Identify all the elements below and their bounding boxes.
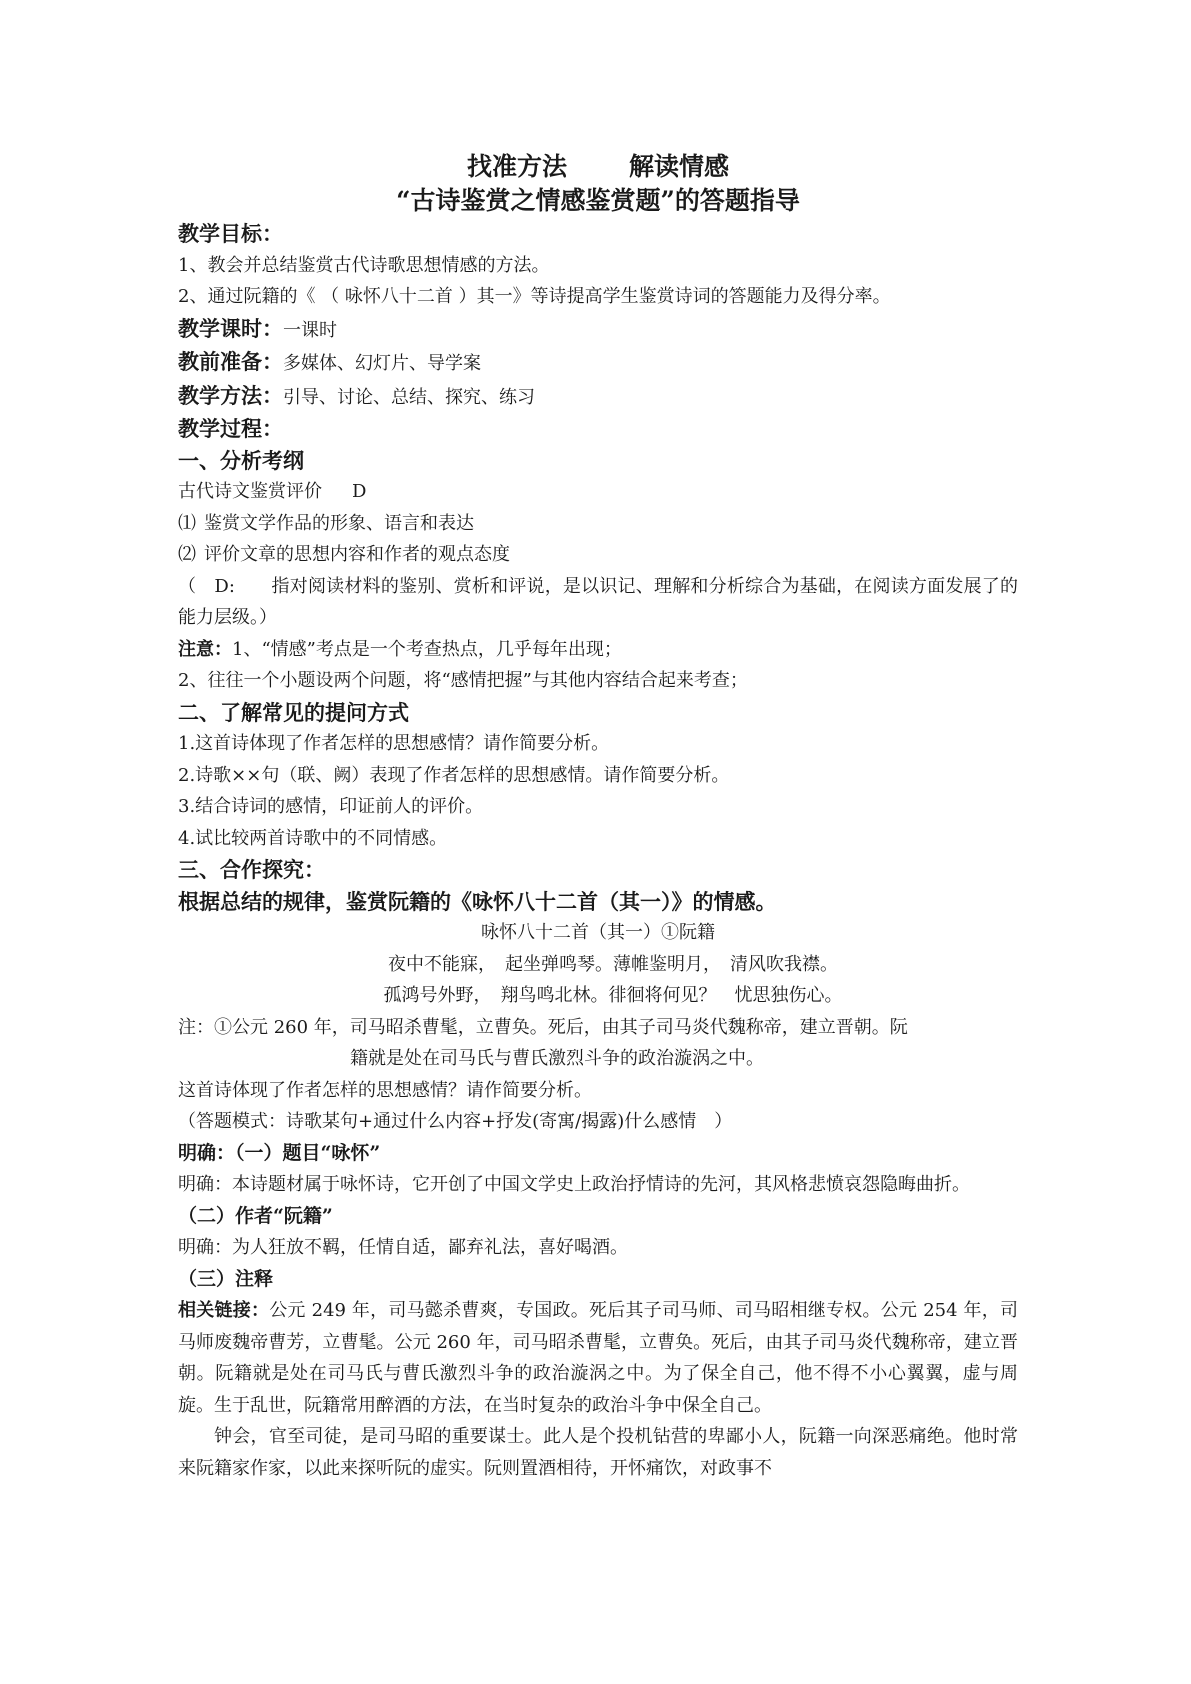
question-type-2: 2.诗歌××句（联、阙）表现了作者怎样的思想感情。请作简要分析。: [178, 764, 730, 786]
zhonghui-para: 钟会，官至司徒，是司马昭的重要谋士。此人是个投机钻营的卑鄙小人，阮籍一向深恶痛绝。他时常来阮籍家作家，以此来探听阮的虚实。阮则置酒相待，开怀痛饮，对政事不: [178, 1426, 1018, 1479]
attention-item-2: 2、往往一个小题设两个问题，将“感情把握”与其他内容结合起来考查；: [178, 670, 748, 691]
attention-row-1: [178, 634, 1018, 666]
hours-value: 一课时: [283, 319, 337, 341]
analysis-question: 这首诗体现了作者怎样的思想感情？请作简要分析。: [178, 1079, 592, 1101]
clarify-title-text: 明确：本诗题材属于咏怀诗，它开创了中国文学史上政治抒情诗的先河，其风格悲愤哀怨隐晦曲折。: [178, 1174, 970, 1195]
exam-scope-text: 古代诗文鉴赏评价: [178, 481, 322, 502]
hours-label: 教学课时：: [178, 315, 283, 341]
answer-model: （答题模式：诗歌某句+通过什么内容+抒发(寄寓/揭露)什么感情 ）: [178, 1111, 733, 1132]
clarify-heading: 明确：（一）题目“咏怀”: [178, 1141, 381, 1164]
title-part-b: 解读情感: [629, 152, 730, 181]
hours-row: [178, 313, 1018, 347]
method-label: 教学方法：: [178, 382, 283, 408]
prep-value: 多媒体、幻灯片、导学案: [283, 353, 481, 374]
poem-line-2: 孤鸿号外野， 翔鸟鸣北林。徘徊将何见？ 忧思独伤心。: [383, 985, 843, 1006]
poem-line-1: 夜中不能寐， 起坐弹鸣琴。薄帷鉴明月， 清风吹我襟。: [388, 953, 838, 975]
title-line-1: [178, 150, 1018, 184]
section2-heading: 二、了解常见的提问方式: [178, 699, 409, 725]
poem-note-line-2: 籍就是处在司马氏与曹氏激烈斗争的政治漩涡之中。: [350, 1048, 764, 1069]
clarify-author-text: 明确：为人狂放不羁，任情自适，鄙弃礼法，喜好喝酒。: [178, 1237, 628, 1258]
section1-heading: 一、分析考纲: [178, 447, 304, 473]
scope-item-1: [178, 508, 1018, 540]
prep-label: 教前准备：: [178, 349, 283, 374]
goal-item-2: 2、通过阮籍的《 （ 咏怀八十二首 ）其一》等诗提高学生鉴赏诗词的答题能力及得分率。: [178, 286, 891, 307]
related-link-para: [178, 1295, 1018, 1421]
goals-heading: 教学目标：: [178, 221, 283, 246]
question-type-3: 3.结合诗词的感情，印证前人的评价。: [178, 796, 484, 817]
related-link-label: 相关链接：: [178, 1300, 270, 1321]
section3-subheading: 根据总结的规律，鉴赏阮籍的《咏怀八十二首（其一）》的情感。: [178, 888, 777, 914]
attention-item-1: 1、“情感”考点是一个考查热点，几乎每年出现；: [232, 638, 622, 660]
author-heading: （二）作者“阮籍”: [178, 1204, 333, 1227]
method-row: [178, 380, 1018, 414]
question-type-4: 4.试比较两首诗歌中的不同情感。: [178, 827, 448, 849]
scope-item-1-text: 鉴赏文学作品的形象、语言和表达: [204, 512, 474, 534]
exam-scope-level: D: [352, 481, 367, 502]
title-part-a: 找准方法: [466, 152, 567, 181]
process-heading: 教学过程：: [178, 416, 283, 441]
goal-item-1: 1、教会并总结鉴赏古代诗歌思想情感的方法。: [178, 254, 550, 276]
scope-item-2-text: 评价文章的思想内容和作者的观点态度: [204, 544, 510, 565]
scope-item-2: [178, 539, 1018, 571]
poem-note-line-1: 注：①公元 260 年，司马昭杀曹髦，立曹奂。死后，由其子司马炎代魏称帝，建立晋朝。阮: [178, 1016, 908, 1038]
prep-row: [178, 346, 1018, 380]
scope-item-1-num: ⑴: [178, 512, 196, 534]
poem-title: 咏怀八十二首（其一）①阮籍: [481, 922, 715, 943]
scope-item-2-num: ⑵: [178, 544, 196, 565]
section3-heading: 三、合作探究：: [178, 857, 325, 882]
document-body: [178, 150, 1018, 1484]
related-link-text: 公元 249 年，司马懿杀曹爽，专国政。死后其子司马师、司马昭相继专权。公元 254 年，司马师废魏帝曹芳，立曹髦。公元 260 年，司马昭杀曹髦，立曹奂。死后，由其子司马炎代魏称帝，建立晋朝。阮籍就是处在司马氏与曹氏激烈斗争的政治漩涡之中。为了保全自己，他不得不小心翼翼，虚与周旋。生于乱世，阮籍常用醉酒的方法，在当时复杂的政治斗争中保全自己。: [178, 1300, 1018, 1416]
attention-label: 注意：: [178, 638, 232, 660]
notes-heading: （三）注释: [178, 1267, 274, 1290]
exam-scope-line: [178, 476, 1018, 508]
method-value: 引导、讨论、总结、探究、练习: [283, 386, 535, 408]
question-type-1: 1.这首诗体现了作者怎样的思想感情？请作简要分析。: [178, 733, 610, 754]
level-d-note: （ D: 指对阅读材料的鉴别、赏析和评说，是以识记、理解和分析综合为基础，在阅读方面发展了的能力层级。）: [178, 575, 1018, 628]
title-line-2: “古诗鉴赏之情感鉴赏题”的答题指导: [396, 186, 800, 215]
